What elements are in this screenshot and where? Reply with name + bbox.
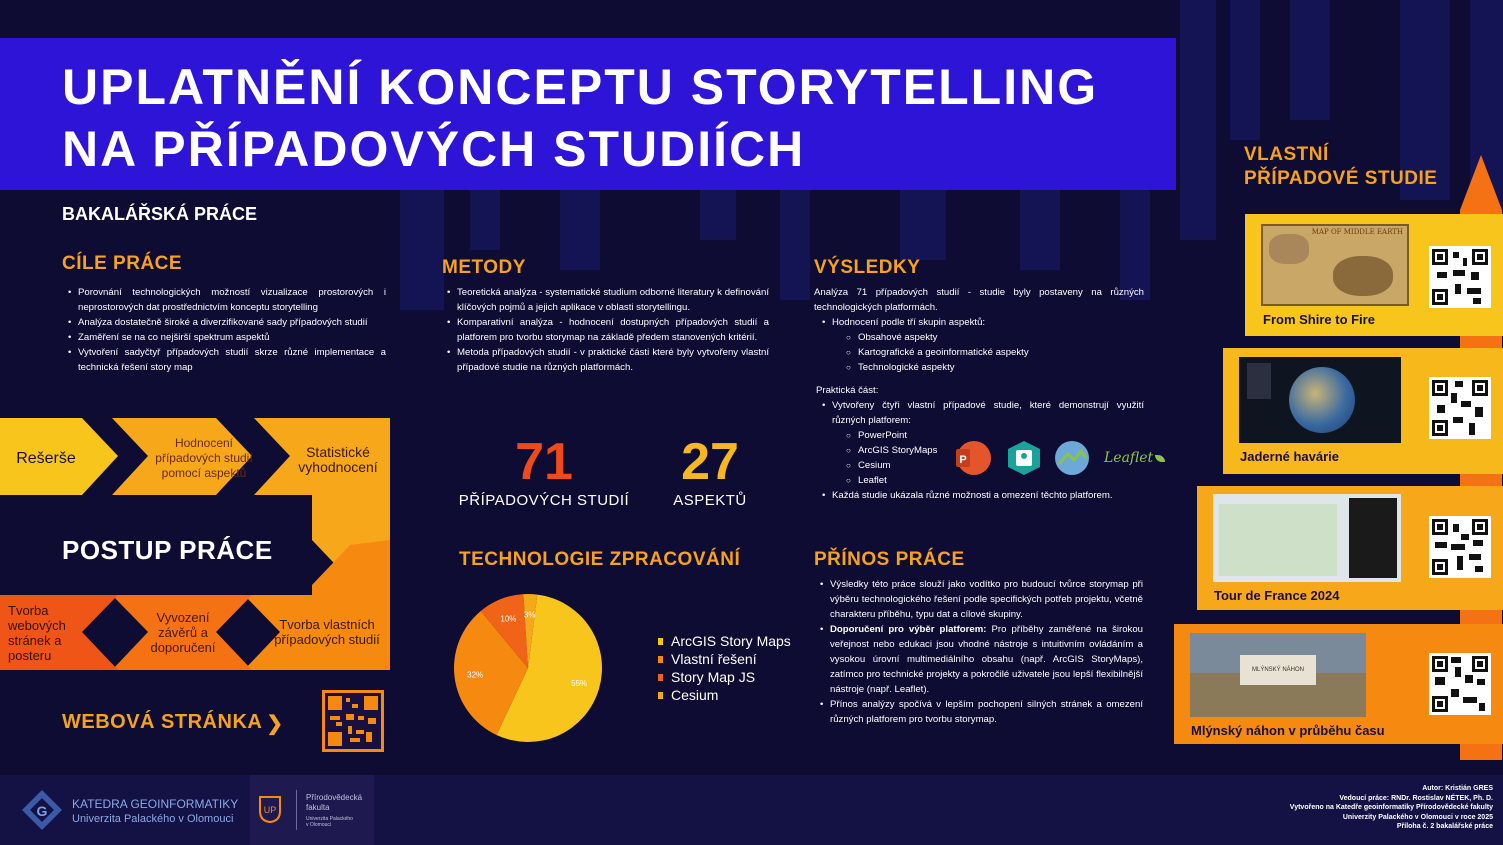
pie-chart bbox=[452, 590, 612, 750]
case-label: Jaderné havárie bbox=[1240, 449, 1340, 464]
metody-item: • Komparativní analýza - hodnocení dostupných případových studií a platforem pro tvorbu storymap na základě předem stanovených kritérií. bbox=[447, 315, 769, 345]
title-line-1: UPLATNĚNÍ KONCEPTU STORYTELLING bbox=[62, 59, 1099, 115]
crit-sublist bbox=[846, 330, 1144, 375]
crit-item: ○ Kartografické a geoinformatické aspekty bbox=[846, 345, 1144, 360]
page-title bbox=[62, 56, 1098, 180]
web-link-label: WEBOVÁ STRÁNKA bbox=[62, 711, 263, 733]
background-bar bbox=[1020, 190, 1060, 270]
background-bar bbox=[470, 190, 500, 250]
background-bar bbox=[780, 190, 810, 300]
technologie-heading: TECHNOLOGIE ZPRACOVÁNÍ bbox=[459, 549, 741, 570]
legend-item bbox=[658, 668, 791, 686]
faculty-name bbox=[306, 793, 362, 828]
crit-head-text: Hodnocení podle tří skupin aspektů: bbox=[832, 317, 986, 328]
pie-slice-label: 55% bbox=[571, 678, 588, 688]
case-label: Mlýnský náhon v průběhu času bbox=[1191, 723, 1385, 738]
practical-head: Praktická část: bbox=[816, 385, 879, 396]
stat-value: 71 bbox=[515, 433, 573, 491]
faculty-line: Přírodovědecká bbox=[306, 793, 363, 802]
legend-item bbox=[658, 686, 791, 704]
case-label: From Shire to Fire bbox=[1263, 312, 1375, 327]
vysledky-heading: VÝSLEDKY bbox=[814, 257, 921, 278]
title-line-2: NA PŘÍPADOVÝCH STUDIÍCH bbox=[62, 121, 806, 177]
faculty-line: Univerzita Palackého bbox=[306, 816, 353, 822]
prinos-item-rest: Pro příběhy zaměřené na širokou veřejnost nebo edukaci jsou vhodné nástroje s intuitivním ovládáním a vysokou úrovní multimediálního obsahu (např. ArcGIS StoryMaps), zatímco pro technické projekty a pokročilé uživatele jsou lepší flexibilnější nástroje (např. Leaflet). bbox=[830, 624, 1143, 695]
svg-text:G: G bbox=[36, 803, 48, 819]
legend-swatch bbox=[658, 638, 663, 645]
vysledky-crit-head bbox=[822, 315, 1144, 375]
platform-item: ○ Cesium bbox=[846, 458, 1144, 473]
leaflet-logo-text: Leaflet bbox=[1104, 450, 1154, 466]
cile-item: • Vytvoření sadyčtyř případových studií skrze různé implementace a technická řešení story map bbox=[68, 345, 386, 375]
prinos-item-bold: Doporučení pro výběr platforem: bbox=[830, 624, 987, 635]
legend-label: Story Map JS bbox=[671, 669, 756, 685]
legend-swatch bbox=[658, 692, 663, 699]
qr-code-web[interactable] bbox=[322, 690, 384, 752]
credit-line: Vytvořeno na Katedře geoinformatiky Přírodovědecké fakulty bbox=[1289, 804, 1493, 811]
pie-legend bbox=[658, 632, 791, 704]
chevron-right-icon: ❯ bbox=[266, 713, 284, 735]
closing-item: • Každá studie ukázala různé možnosti a omezení těchto platforem. bbox=[822, 488, 1144, 503]
cile-heading: CÍLE PRÁCE bbox=[62, 253, 183, 274]
legend-item bbox=[658, 650, 791, 668]
flow-step-6: Tvorba webových stránek a posteru bbox=[8, 603, 66, 663]
stat-label: ASPEKTŮ bbox=[673, 492, 747, 509]
practical-item-text: Vytvořeny čtyři vlastní případové studie, které demonstrují využití různých platforem: bbox=[832, 400, 1144, 426]
vlastni-heading bbox=[1244, 143, 1437, 191]
cesium-icon bbox=[1054, 440, 1090, 476]
faculty-seal-icon bbox=[258, 795, 282, 823]
legend-label: ArcGIS Story Maps bbox=[671, 633, 791, 649]
metody-item: • Metoda případových studií - v praktické části které byly vytvořeny vlastní případové studie na různých platformách. bbox=[447, 345, 769, 375]
metody-item: • Teoretická analýza - systematické studium odborné literatury k definování klíčových pojmů a jejich aplikace v oblasti storytellingu. bbox=[447, 285, 769, 315]
metody-list bbox=[447, 285, 769, 375]
legend-label: Vlastní řešení bbox=[671, 651, 757, 667]
legend-swatch bbox=[658, 656, 663, 663]
web-link[interactable] bbox=[62, 711, 284, 736]
credits bbox=[1290, 784, 1493, 832]
qr-code-tour[interactable] bbox=[1429, 516, 1491, 578]
background-bar bbox=[1180, 0, 1216, 240]
cile-item: • Analýza dostatečně široké a diverzifikované sady případových studií bbox=[68, 315, 386, 330]
case-image-caption: MLÝNSKÝ NÁHON bbox=[1240, 655, 1316, 685]
prinos-item bbox=[820, 622, 1143, 697]
svg-text:UP: UP bbox=[263, 805, 277, 815]
flow-step-3: Statistické vyhodnocení bbox=[298, 444, 378, 475]
stat-case-studies bbox=[458, 432, 630, 509]
legend-item bbox=[658, 632, 791, 650]
credit-line: Příloha č. 2 bakalářské práce bbox=[1396, 823, 1493, 830]
background-bar bbox=[900, 190, 946, 260]
background-bar bbox=[1230, 0, 1260, 140]
pie-slice-label: 3% bbox=[523, 610, 536, 620]
katedra-logo-icon bbox=[20, 788, 64, 832]
katedra-name: KATEDRA GEOINFORMATIKY bbox=[72, 797, 239, 811]
background-bar bbox=[400, 190, 444, 310]
faculty-line: v Olomouci bbox=[306, 822, 332, 828]
case-label: Tour de France 2024 bbox=[1214, 588, 1340, 603]
stat-value: 27 bbox=[681, 433, 739, 491]
background-bar bbox=[560, 190, 600, 270]
katedra-university: Univerzita Palackého v Olomouci bbox=[72, 813, 234, 825]
subtitle: BAKALÁŘSKÁ PRÁCE bbox=[62, 204, 258, 224]
platform-item: ○ ArcGIS StoryMaps bbox=[846, 443, 1144, 458]
prinos-item: • Výsledky této práce slouží jako vodítko pro budoucí tvůrce storymap při výběru technologického řešení podle specifických potřeb projektu, včetně charakteru příběhu, typu dat a cílové skupiny. bbox=[820, 577, 1143, 622]
powerpoint-icon bbox=[954, 440, 994, 476]
leaflet-logo bbox=[1104, 450, 1165, 466]
qr-code-jaderne[interactable] bbox=[1429, 377, 1491, 439]
vysledky-list bbox=[822, 315, 1144, 375]
qr-code-shire[interactable] bbox=[1429, 246, 1491, 308]
legend-swatch bbox=[658, 674, 663, 681]
credit-line: Autor: Kristián GRES bbox=[1422, 785, 1493, 792]
credit-line: Vedoucí práce: RNDr. Rostislav NÉTEK, Ph. D. bbox=[1339, 794, 1493, 802]
postup-heading: POSTUP PRÁCE bbox=[62, 535, 273, 565]
case-image-tour bbox=[1213, 494, 1401, 582]
background-bar bbox=[1290, 0, 1330, 120]
arcgis-storymaps-icon bbox=[1006, 440, 1042, 476]
pie-slice-label: 32% bbox=[467, 670, 484, 680]
legend-label: Cesium bbox=[671, 687, 719, 703]
svg-text:P: P bbox=[959, 454, 967, 466]
flow-step-2: Hodnocení případových studií pomocí aspektů bbox=[155, 435, 253, 480]
platform-item: ○ Leaflet bbox=[846, 473, 1144, 488]
background-bar bbox=[1120, 190, 1150, 300]
credit-line: Univerzity Palackého v Olomouci v roce 2025 bbox=[1342, 813, 1493, 821]
platform-item: ○ PowerPoint bbox=[846, 428, 1144, 443]
cile-list bbox=[68, 285, 386, 375]
case-image-jaderne bbox=[1239, 357, 1401, 443]
flow-step-4: Tvorba vlastních případových studií bbox=[274, 617, 380, 647]
flow-step-1: Rešerše bbox=[16, 449, 76, 467]
case-image-shire bbox=[1261, 224, 1409, 306]
metody-heading: METODY bbox=[442, 257, 526, 278]
faculty-line: fakulta bbox=[306, 803, 330, 812]
qr-code-mlynsky[interactable] bbox=[1429, 653, 1491, 715]
stat-aspects bbox=[660, 432, 760, 509]
vysledky-intro: Analýza 71 případových studií - studie byly postaveny na různých technologických platformách. bbox=[814, 287, 1144, 313]
crit-item: ○ Obsahové aspekty bbox=[846, 330, 1144, 345]
leaf-icon bbox=[1155, 455, 1165, 462]
footer-divider bbox=[296, 790, 297, 830]
prinos-list bbox=[820, 577, 1143, 727]
case-image-mlynsky bbox=[1190, 633, 1366, 717]
pie-slice-label: 10% bbox=[500, 614, 517, 624]
vlastni-heading-line1: VLASTNÍ bbox=[1244, 144, 1329, 165]
background-bar bbox=[700, 190, 736, 240]
crit-item: ○ Technologické aspekty bbox=[846, 360, 1144, 375]
prinos-heading: PŘÍNOS PRÁCE bbox=[814, 549, 965, 570]
flow-step-5: Vyvození závěrů a doporučení bbox=[150, 609, 216, 655]
prinos-item: • Přínos analýzy spočívá v lepším pochopení silných stránek a omezení různých platforem pro tvorbu storymap. bbox=[820, 697, 1143, 727]
stat-label: PŘÍPADOVÝCH STUDIÍ bbox=[458, 492, 630, 509]
map-title: MAP OF MIDDLE EARTH bbox=[1311, 228, 1403, 236]
cile-item: • Porovnání technologických možností vizualizace prostorových i neprostorových dat prostřednictvím konceptu storytelling bbox=[68, 285, 386, 315]
cile-item: • Zaměření se na co nejširší spektrum aspektů bbox=[68, 330, 386, 345]
platform-sublist bbox=[846, 428, 1144, 488]
vlastni-heading-line2: PŘÍPADOVÉ STUDIE bbox=[1244, 168, 1438, 189]
